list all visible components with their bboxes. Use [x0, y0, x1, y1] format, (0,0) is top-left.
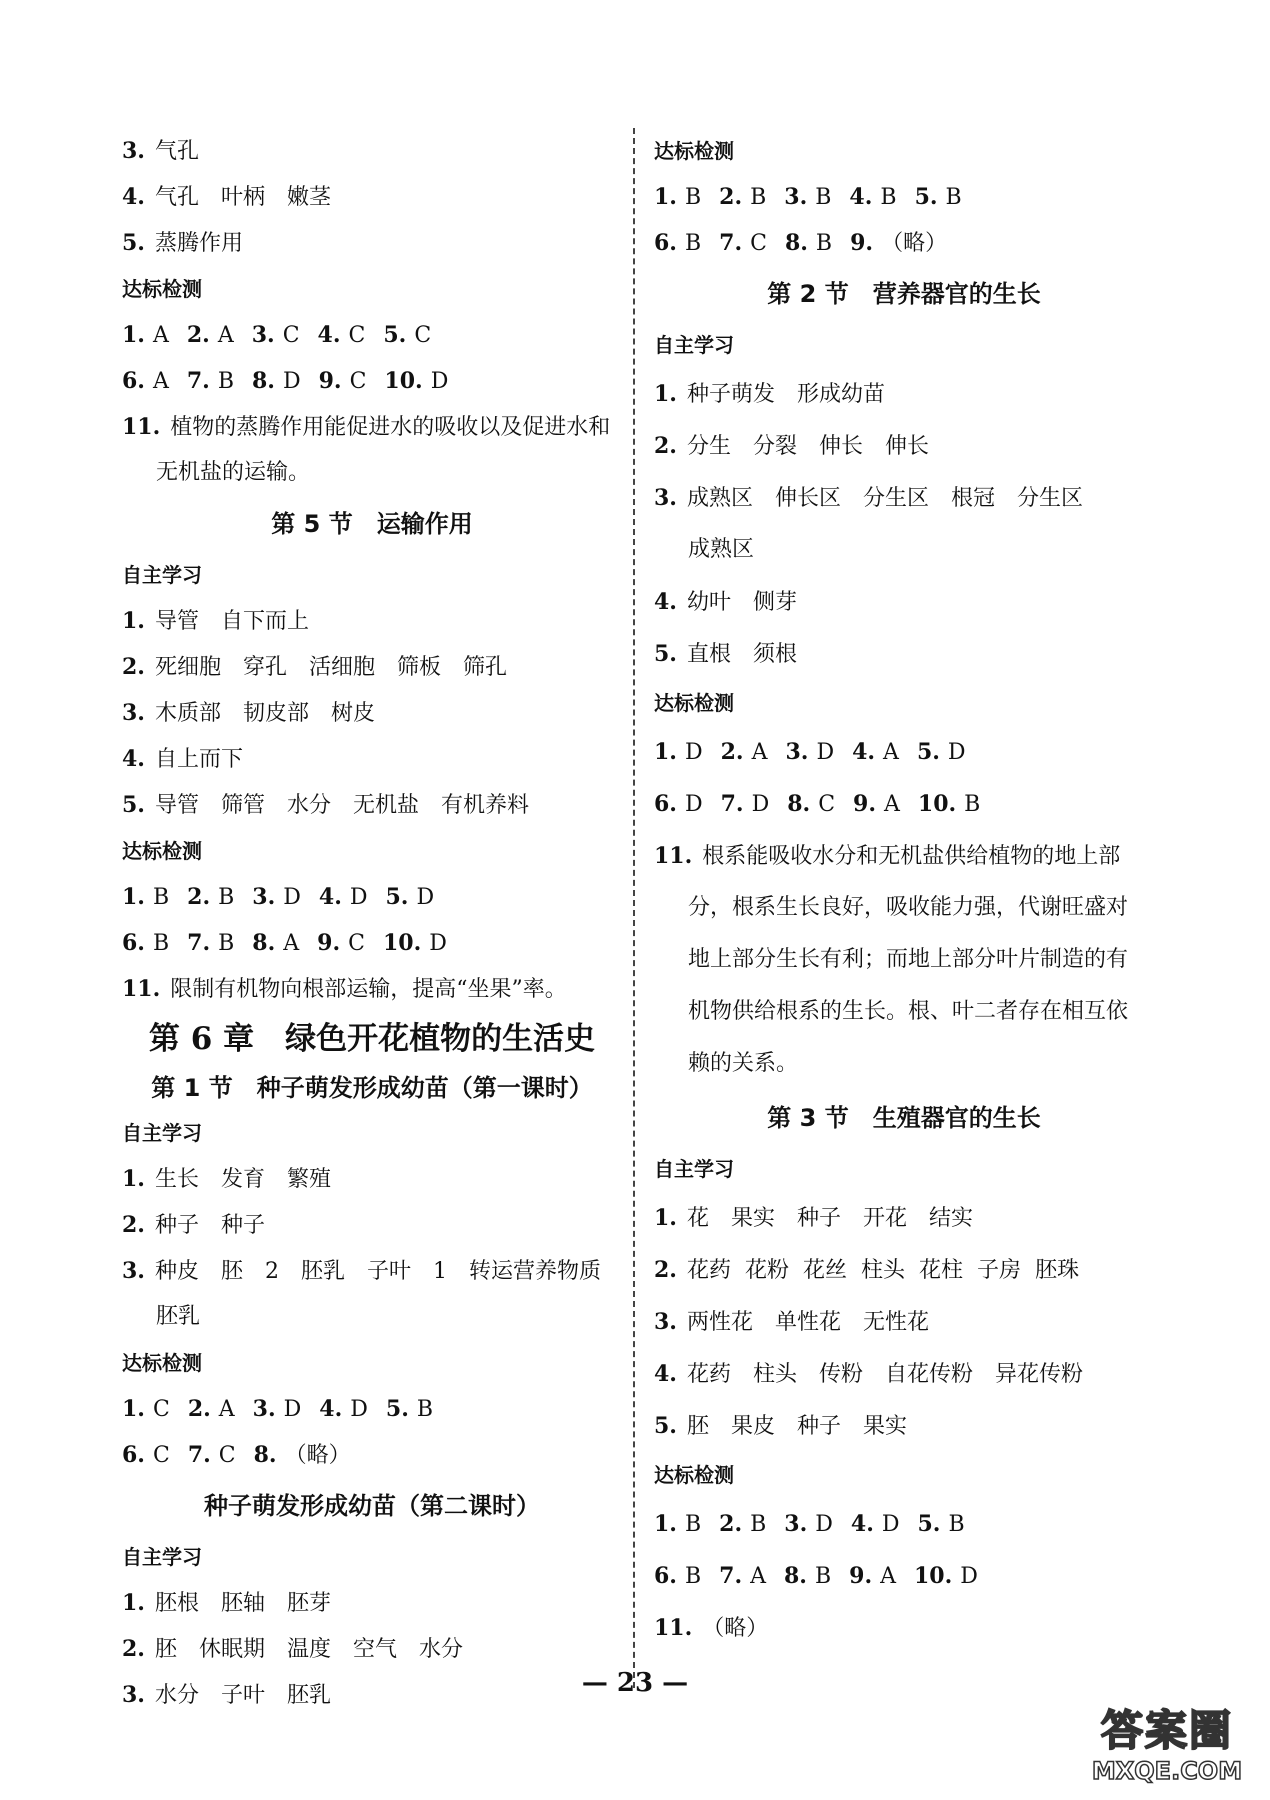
- answer-line-continued: 成熟区: [688, 537, 755, 562]
- section-heading: 达标检测: [122, 277, 202, 301]
- answer-line: 3. 种皮 胚 2 胚乳 子叶 1 转运营养物质: [122, 1258, 602, 1284]
- answer-line: 11. （略）: [654, 1615, 769, 1641]
- answer-line-continued: 无机盐的运输。: [156, 460, 311, 485]
- choice-answers-row: 6. D 7. D 8. C 9. A 10. B: [654, 791, 981, 817]
- section-title: 种子萌发形成幼苗（第二课时）: [204, 1492, 540, 1520]
- section-heading: 自主学习: [654, 333, 734, 357]
- choice-answers-row: 1. B 2. B 3. D 4. D 5. B: [654, 1511, 965, 1537]
- choice-answers-row: 6. C 7. C 8. （略）: [122, 1442, 351, 1468]
- section-heading: 自主学习: [122, 1545, 202, 1569]
- choice-answers-row: 1. C 2. A 3. D 4. D 5. B: [122, 1396, 434, 1422]
- answer-line: 5. 蒸腾作用: [122, 230, 243, 256]
- answer-line: 3. 两性花 单性花 无性花: [654, 1309, 930, 1335]
- watermark: [1082, 1706, 1252, 1794]
- answer-line: 2. 分生 分裂 伸长 伸长: [654, 433, 930, 459]
- section-heading: 自主学习: [122, 1121, 202, 1145]
- answer-line: 2. 花药 花粉 花丝 柱头 花柱 子房 胚珠: [654, 1257, 1080, 1283]
- answer-line: 2. 死细胞 穿孔 活细胞 筛板 筛孔: [122, 654, 508, 680]
- section-heading: 自主学习: [122, 563, 202, 587]
- choice-answers-row: 6. B 7. B 8. A 9. C 10. D: [122, 930, 447, 956]
- watermark-logo: 答案圈: [1100, 1706, 1233, 1755]
- column-divider: [633, 128, 635, 1688]
- choice-answers-row: 1. A 2. A 3. C 4. C 5. C: [122, 322, 432, 348]
- answer-line: 5. 胚 果皮 种子 果实: [654, 1413, 908, 1439]
- answer-line-continued: 地上部分生长有利；而地上部分叶片制造的有: [688, 947, 1129, 972]
- answer-line: 1. 花 果实 种子 开花 结实: [654, 1205, 974, 1231]
- answer-line-continued: 赖的关系。: [688, 1051, 799, 1076]
- choice-answers-row: 1. B 2. B 3. B 4. B 5. B: [654, 184, 962, 210]
- answer-line: 11. 植物的蒸腾作用能促进水的吸收以及促进水和: [122, 414, 611, 440]
- answer-line: 3. 水分 子叶 胚乳: [122, 1682, 332, 1708]
- answer-line: 1. 生长 发育 繁殖: [122, 1166, 332, 1192]
- choice-answers-row: 1. B 2. B 3. D 4. D 5. D: [122, 884, 435, 910]
- section-title: 第 5 节 运输作用: [271, 510, 473, 538]
- answer-line: 3. 成熟区 伸长区 分生区 根冠 分生区: [654, 485, 1084, 511]
- choice-answers-row: 6. A 7. B 8. D 9. C 10. D: [122, 368, 449, 394]
- answer-line: 1. 导管 自下而上: [122, 608, 309, 634]
- answer-line: 1. 种子萌发 形成幼苗: [654, 381, 885, 407]
- chapter-title: 第 6 章 绿色开花植物的生活史: [148, 1021, 596, 1057]
- section-heading: 达标检测: [122, 1351, 202, 1375]
- page-number: — 23 —: [581, 1668, 689, 1698]
- watermark-url: MXQE.COM: [1091, 1757, 1243, 1785]
- section-heading: 自主学习: [654, 1157, 734, 1181]
- answer-line: 4. 幼叶 侧芽: [654, 589, 797, 615]
- answer-line-continued: 机物供给根系的生长。根、叶二者存在相互依: [688, 999, 1129, 1024]
- answer-line: 4. 自上而下: [122, 746, 243, 772]
- answer-line: 3. 气孔: [122, 138, 199, 164]
- choice-answers-row: 1. D 2. A 3. D 4. A 5. D: [654, 739, 966, 765]
- choice-answers-row: 6. B 7. C 8. B 9. （略）: [654, 230, 948, 256]
- section-heading: 达标检测: [654, 1463, 734, 1487]
- choice-answers-row: 6. B 7. A 8. B 9. A 10. D: [654, 1563, 978, 1589]
- answer-line-continued: 分，根系生长良好，吸收能力强，代谢旺盛对: [688, 895, 1129, 920]
- answer-line: 5. 直根 须根: [654, 641, 797, 667]
- section-title: 第 2 节 营养器官的生长: [767, 280, 1041, 308]
- answer-line: 3. 木质部 韧皮部 树皮: [122, 700, 376, 726]
- answer-line-continued: 胚乳: [156, 1304, 201, 1329]
- answer-line: 11. 限制有机物向根部运输，提高“坐果”率。: [122, 976, 567, 1002]
- section-title: 第 1 节 种子萌发形成幼苗（第一课时）: [151, 1074, 593, 1102]
- answer-line: 1. 胚根 胚轴 胚芽: [122, 1590, 332, 1616]
- answer-line: 2. 种子 种子: [122, 1212, 265, 1238]
- section-heading: 达标检测: [122, 839, 202, 863]
- answer-line: 4. 花药 柱头 传粉 自花传粉 异花传粉: [654, 1361, 1084, 1387]
- answer-line: 11. 根系能吸收水分和无机盐供给植物的地上部: [654, 843, 1121, 869]
- left-column: [122, 128, 622, 1718]
- answer-line: 5. 导管 筛管 水分 无机盐 有机养料: [122, 792, 530, 818]
- section-heading: 达标检测: [654, 691, 734, 715]
- right-column: [654, 128, 1154, 1654]
- answer-line: 2. 胚 休眠期 温度 空气 水分: [122, 1636, 464, 1662]
- section-heading: 达标检测: [654, 139, 734, 163]
- section-title: 第 3 节 生殖器官的生长: [767, 1104, 1041, 1132]
- answer-line: 4. 气孔 叶柄 嫩茎: [122, 184, 332, 210]
